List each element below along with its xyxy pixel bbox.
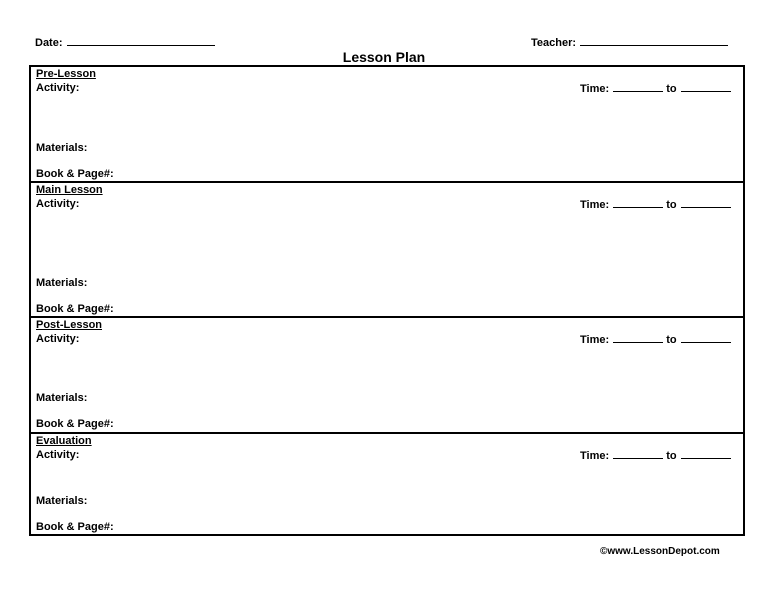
time-field[interactable]: [580, 82, 731, 95]
section-post-lesson: [31, 316, 743, 432]
materials-label: Materials:: [36, 495, 88, 507]
time-to-label: to: [666, 199, 677, 211]
book-page-label: Book & Page#:: [36, 418, 114, 430]
time-to-label: to: [666, 334, 677, 346]
book-page-label: Book & Page#:: [36, 521, 114, 533]
section-evaluation: [31, 432, 743, 536]
lesson-plan-table: [29, 65, 745, 536]
date-label: Date:: [35, 37, 63, 49]
section-main-lesson: [31, 181, 743, 316]
time-end-blank[interactable]: [681, 198, 731, 208]
activity-label: Activity:: [36, 82, 80, 94]
section-title: Evaluation: [36, 435, 92, 447]
time-to-label: to: [666, 83, 677, 95]
time-label: Time:: [580, 334, 610, 346]
copyright-footer: ©www.LessonDepot.com: [600, 546, 720, 557]
page-title: Lesson Plan: [342, 49, 426, 65]
time-to-label: to: [666, 450, 677, 462]
date-field[interactable]: [35, 36, 215, 49]
time-end-blank[interactable]: [681, 449, 731, 459]
section-pre-lesson: [31, 67, 743, 181]
time-label: Time:: [580, 199, 610, 211]
time-start-blank[interactable]: [613, 333, 663, 343]
materials-label: Materials:: [36, 142, 88, 154]
time-label: Time:: [580, 83, 610, 95]
activity-label: Activity:: [36, 333, 80, 345]
time-field[interactable]: [580, 449, 731, 462]
materials-label: Materials:: [36, 392, 88, 404]
section-title: Main Lesson: [36, 184, 103, 196]
time-field[interactable]: [580, 333, 731, 346]
teacher-blank-line[interactable]: [580, 36, 728, 46]
teacher-label: Teacher:: [531, 37, 577, 49]
time-start-blank[interactable]: [613, 82, 663, 92]
date-blank-line[interactable]: [67, 36, 215, 46]
activity-label: Activity:: [36, 449, 80, 461]
book-page-label: Book & Page#:: [36, 303, 114, 315]
materials-label: Materials:: [36, 277, 88, 289]
activity-label: Activity:: [36, 198, 80, 210]
section-title: Post-Lesson: [36, 319, 103, 331]
book-page-label: Book & Page#:: [36, 168, 114, 180]
time-start-blank[interactable]: [613, 198, 663, 208]
time-label: Time:: [580, 450, 610, 462]
time-end-blank[interactable]: [681, 82, 731, 92]
time-start-blank[interactable]: [613, 449, 663, 459]
time-field[interactable]: [580, 198, 731, 211]
time-end-blank[interactable]: [681, 333, 731, 343]
section-title: Pre-Lesson: [36, 68, 96, 80]
teacher-field[interactable]: [531, 36, 728, 49]
